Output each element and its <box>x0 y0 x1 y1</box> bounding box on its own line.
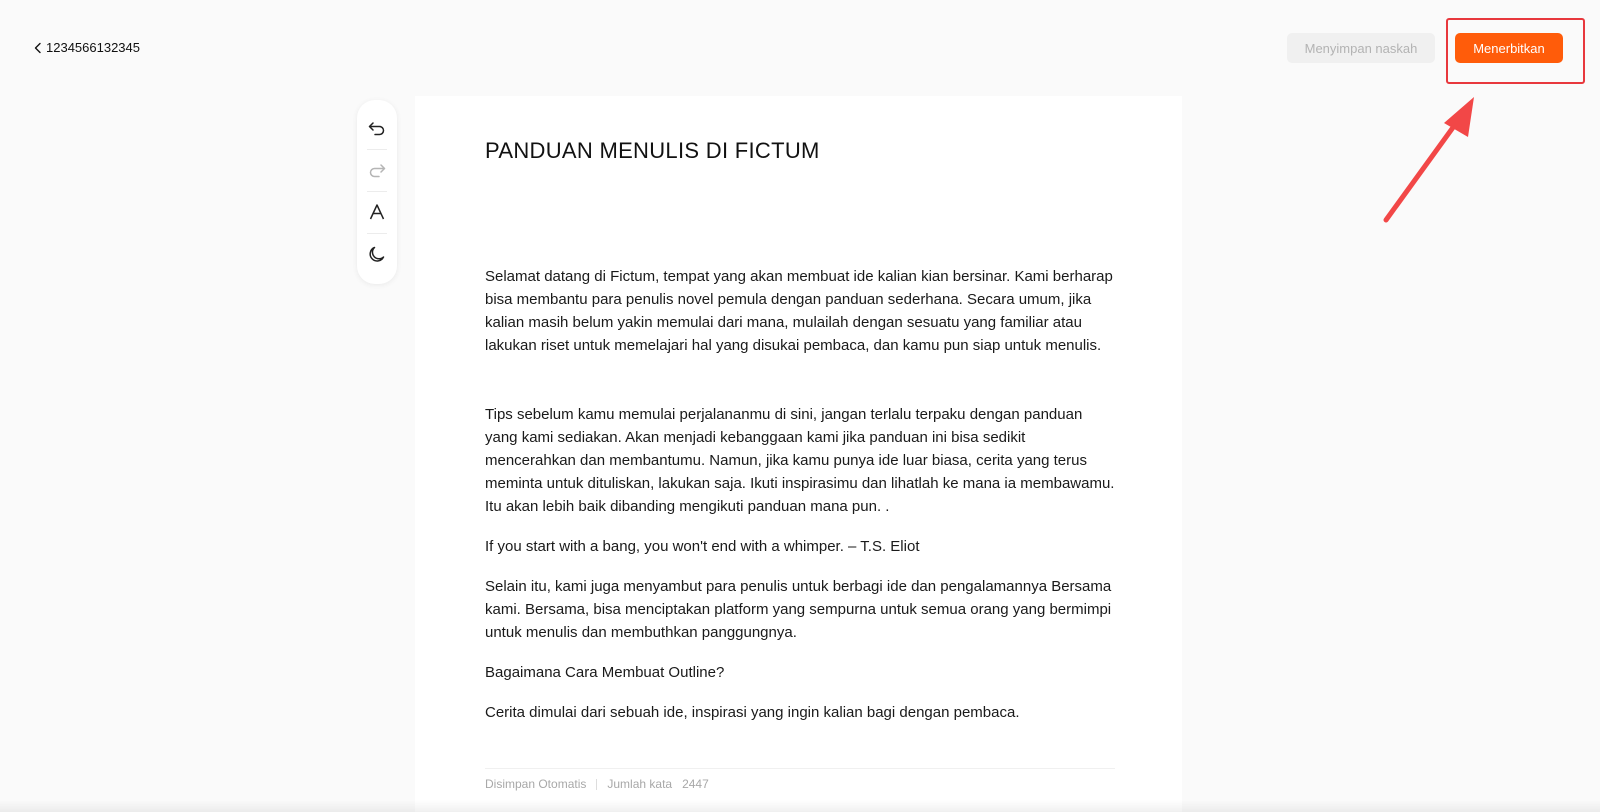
undo-icon <box>367 118 387 138</box>
subheading-paragraph: Bagaimana Cara Membuat Outline? <box>485 664 725 681</box>
status-bar <box>485 777 709 791</box>
autosave-status: Disimpan Otomatis <box>485 777 587 791</box>
toolbar-divider <box>367 233 387 234</box>
annotation-highlight-box <box>1446 18 1585 84</box>
paragraph: Selamat datang di Fictum, tempat yang akan membuat ide kalian kian bersinar. Kami berharap bisa membantu para penulis novel pemula dengan panduan sederhana. Secara umum, jika kalian masih belum yakin memulai dari mana, mulailah dengan sesuatu yang familiar atau lakukan riset untuk memelajari hal yang disukai pembaca, dan kamu pun siap untuk menulis. <box>485 268 1113 354</box>
font-icon <box>367 202 387 222</box>
top-bar <box>0 0 1600 96</box>
document-body[interactable] <box>485 265 1115 724</box>
paragraph: Cerita dimulai dari sebuah ide, inspirasi yang ingin kalian bagi dengan pembaca. <box>485 704 1020 721</box>
chevron-left-icon <box>33 42 43 54</box>
word-count-label: Jumlah kata <box>607 777 673 791</box>
font-button[interactable] <box>365 200 389 224</box>
editor-page[interactable] <box>415 96 1182 812</box>
theme-icon <box>367 244 387 264</box>
editor-toolbar <box>357 100 397 284</box>
paragraph: Selain itu, kami juga menyambut para penulis untuk berbagi ide dan pengalamannya Bersama kami. Bersama, bisa menciptakan platform yang sempurna untuk semua orang yang bermimpi untuk menulis dan membuthkan panggungnya. <box>485 578 1112 641</box>
save-draft-button[interactable]: Menyimpan naskah <box>1287 33 1435 63</box>
paragraph: Tips sebelum kamu memulai perjalananmu di sini, jangan terlalu terpaku dengan panduan yang kami sediakan. Akan menjadi kebanggaan kami jika panduan ini bisa sedikit mencerahkan dan membantumu. Namun, jika kamu punya ide luar biasa, cerita yang terus meminta untuk dituliskan, lakukan saja. Ikuti inspirasimu dan lihatlah ke mana ia membawamu. Itu akan lebih baik dibanding mengikuti panduan mana pun. . <box>485 406 1115 515</box>
redo-icon <box>367 160 387 180</box>
status-divider <box>596 779 597 790</box>
undo-button[interactable] <box>365 116 389 140</box>
theme-button[interactable] <box>365 242 389 266</box>
bottom-edge-shadow <box>0 800 1600 812</box>
back-link-label: 1234566132345 <box>46 40 140 55</box>
publish-button[interactable]: Menerbitkan <box>1455 33 1563 63</box>
toolbar-divider <box>367 191 387 192</box>
footer-divider <box>485 768 1115 769</box>
document-title[interactable]: PANDUAN MENULIS DI FICTUM <box>485 138 820 163</box>
word-count-value: 2447 <box>682 777 709 791</box>
redo-button[interactable] <box>365 158 389 182</box>
quote-paragraph: If you start with a bang, you won't end with a whimper. – T.S. Eliot <box>485 538 920 555</box>
back-link[interactable] <box>33 40 140 55</box>
toolbar-divider <box>367 149 387 150</box>
annotation-arrow-icon <box>1370 85 1490 230</box>
